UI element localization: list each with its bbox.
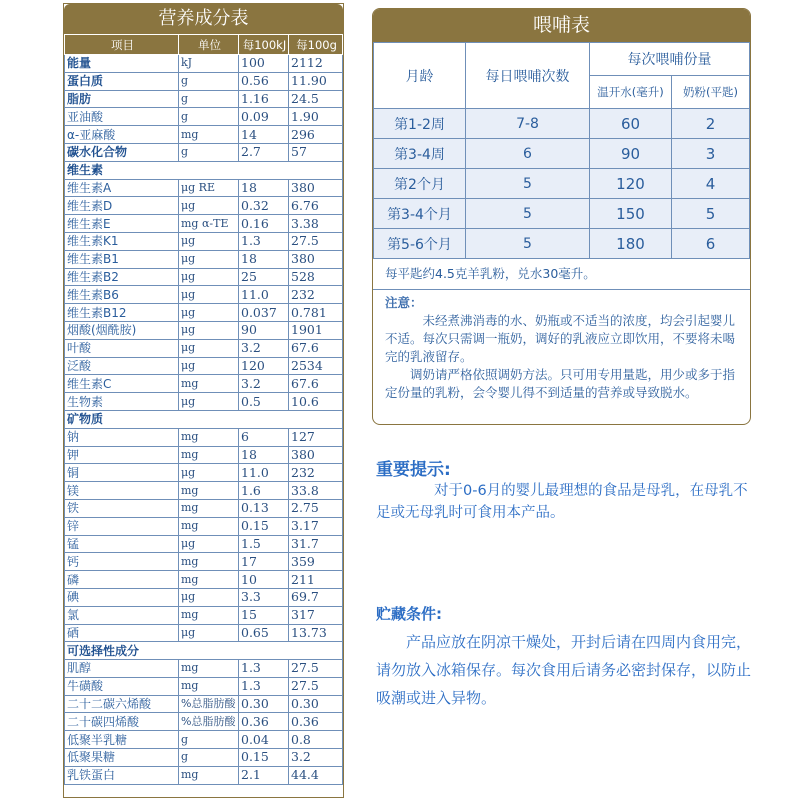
feeding-powder: 6 — [672, 229, 750, 259]
nutrition-row — [65, 179, 343, 197]
nutrient-unit: μg — [179, 321, 239, 339]
nutrient-per100g: 232 — [289, 286, 343, 304]
feeding-powder: 2 — [672, 109, 750, 139]
feeding-row — [374, 169, 750, 199]
nutrient-name: 镁 — [65, 482, 179, 500]
attention-label: 注意： — [385, 295, 423, 310]
nutrient-name: 碘 — [65, 588, 179, 606]
nutrient-per100g: 11.90 — [289, 72, 343, 90]
nutrient-unit: μg — [179, 304, 239, 322]
feeding-water: 180 — [590, 229, 672, 259]
nutrient-per100kj: 0.15 — [239, 749, 289, 767]
nutrient-name: 磷 — [65, 571, 179, 589]
nutrient-name: 维生素E — [65, 215, 179, 233]
nutrient-unit: %总脂肪酸 — [179, 713, 239, 731]
header-per100kj: 每100kJ — [239, 35, 289, 55]
nutrient-per100g: 67.6 — [289, 375, 343, 393]
nutrient-per100kj: 0.56 — [239, 72, 289, 90]
nutrient-unit: g — [179, 749, 239, 767]
nutrient-unit: %总脂肪酸 — [179, 695, 239, 713]
storage-heading: 贮藏条件: — [376, 605, 442, 623]
nutrition-row — [65, 482, 343, 500]
nutrient-per100g: 6.76 — [289, 197, 343, 215]
nutrient-unit: mg — [179, 660, 239, 678]
nutrient-per100kj: 1.3 — [239, 232, 289, 250]
feeding-table — [372, 8, 751, 425]
nutrient-per100g: 69.7 — [289, 588, 343, 606]
nutrient-name: 氯 — [65, 606, 179, 624]
nutrient-per100kj: 3.3 — [239, 588, 289, 606]
nutrition-row — [65, 499, 343, 517]
storage-conditions — [376, 603, 761, 712]
nutrient-name: 维生素B6 — [65, 286, 179, 304]
feeding-grid — [373, 42, 750, 259]
empty-cell — [239, 642, 289, 660]
nutrient-per100g: 380 — [289, 250, 343, 268]
nutrient-unit: mg — [179, 375, 239, 393]
feeding-header-powder: 奶粉(平匙) — [672, 76, 750, 109]
nutrient-per100g: 27.5 — [289, 677, 343, 695]
feeding-row — [374, 109, 750, 139]
nutrient-unit: μg — [179, 232, 239, 250]
nutrient-per100g: 57 — [289, 143, 343, 161]
nutrient-name: 钙 — [65, 553, 179, 571]
nutrition-row — [65, 606, 343, 624]
nutrient-name: 牛磺酸 — [65, 677, 179, 695]
tips-body: 对于0-6月的婴儿最理想的食品是母乳，在母乳不足或无母乳时可食用本产品。 — [376, 483, 748, 521]
nutrient-unit: μg — [179, 624, 239, 642]
nutrient-unit: μg — [179, 197, 239, 215]
nutrient-unit: μg — [179, 535, 239, 553]
nutrient-name: 生物素 — [65, 393, 179, 411]
nutrient-per100g: 3.17 — [289, 517, 343, 535]
nutrient-unit: g — [179, 731, 239, 749]
nutrient-unit: μg — [179, 286, 239, 304]
nutrition-title: 营养成分表 — [64, 4, 343, 34]
feeding-powder: 4 — [672, 169, 750, 199]
nutrient-name: 锰 — [65, 535, 179, 553]
section-label: 维生素 — [65, 161, 179, 179]
feeding-header-water: 温开水(毫升) — [590, 76, 672, 109]
nutrient-per100g: 0.30 — [289, 695, 343, 713]
nutrient-name: 碳水化合物 — [65, 143, 179, 161]
feeding-times: 5 — [466, 229, 590, 259]
nutrient-per100kj: 90 — [239, 321, 289, 339]
nutrition-row — [65, 660, 343, 678]
nutrition-row — [65, 126, 343, 144]
nutrition-body — [65, 35, 343, 785]
nutrient-name: 铜 — [65, 464, 179, 482]
nutrient-name: 肌醇 — [65, 660, 179, 678]
nutrient-unit: mg — [179, 571, 239, 589]
feeding-row — [374, 199, 750, 229]
nutrient-per100kj: 6 — [239, 428, 289, 446]
nutrition-row — [65, 339, 343, 357]
nutrient-name: α-亚麻酸 — [65, 126, 179, 144]
nutrient-per100g: 24.5 — [289, 90, 343, 108]
nutrient-unit: μg — [179, 464, 239, 482]
nutrient-per100kj: 14 — [239, 126, 289, 144]
nutrient-per100g: 0.8 — [289, 731, 343, 749]
empty-cell — [239, 410, 289, 428]
nutrition-section-row — [65, 410, 343, 428]
nutrient-per100g: 232 — [289, 464, 343, 482]
feeding-row — [374, 229, 750, 259]
nutrient-unit: mg — [179, 446, 239, 464]
nutrition-table — [63, 3, 344, 798]
nutrient-per100kj: 1.3 — [239, 677, 289, 695]
nutrition-row — [65, 446, 343, 464]
nutrition-row — [65, 517, 343, 535]
empty-cell — [289, 410, 343, 428]
section-label: 矿物质 — [65, 410, 179, 428]
nutrient-name: 二十二碳六烯酸 — [65, 695, 179, 713]
nutrition-row — [65, 731, 343, 749]
nutrition-row — [65, 677, 343, 695]
scoop-note: 每平匙约4.5克羊乳粉，兑水30毫升。 — [373, 259, 750, 290]
empty-cell — [289, 161, 343, 179]
nutrient-name: 维生素B2 — [65, 268, 179, 286]
feeding-water: 120 — [590, 169, 672, 199]
nutrient-name: 维生素B1 — [65, 250, 179, 268]
nutrient-per100g: 3.2 — [289, 749, 343, 767]
nutrient-per100g: 296 — [289, 126, 343, 144]
nutrient-per100kj: 0.09 — [239, 108, 289, 126]
nutrient-name: 叶酸 — [65, 339, 179, 357]
nutrition-section-row — [65, 161, 343, 179]
nutrient-per100kj: 1.3 — [239, 660, 289, 678]
nutrient-unit: μg — [179, 393, 239, 411]
header-unit: 单位 — [179, 35, 239, 55]
feeding-times: 5 — [466, 169, 590, 199]
nutrient-per100kj: 17 — [239, 553, 289, 571]
nutrient-per100kj: 11.0 — [239, 286, 289, 304]
nutrition-row — [65, 588, 343, 606]
nutrient-unit: μg — [179, 250, 239, 268]
empty-cell — [179, 642, 239, 660]
nutrient-per100g: 27.5 — [289, 660, 343, 678]
nutrient-per100g: 13.73 — [289, 624, 343, 642]
nutrient-per100kj: 1.6 — [239, 482, 289, 500]
nutrient-per100kj: 0.30 — [239, 695, 289, 713]
nutrient-name: 低聚果糖 — [65, 749, 179, 767]
nutrient-per100g: 359 — [289, 553, 343, 571]
feeding-age: 第3-4个月 — [374, 199, 466, 229]
nutrition-row — [65, 215, 343, 233]
tips-heading: 重要提示: — [376, 460, 451, 480]
nutrient-per100kj: 1.5 — [239, 535, 289, 553]
nutrient-unit: mg — [179, 482, 239, 500]
nutrient-per100kj: 0.65 — [239, 624, 289, 642]
nutrient-per100g: 211 — [289, 571, 343, 589]
nutrient-unit: μg RE — [179, 179, 239, 197]
nutrient-per100kj: 25 — [239, 268, 289, 286]
nutrient-per100g: 2112 — [289, 55, 343, 73]
nutrition-section-row — [65, 642, 343, 660]
feeding-age: 第1-2周 — [374, 109, 466, 139]
nutrient-per100kj: 11.0 — [239, 464, 289, 482]
nutrition-row — [65, 250, 343, 268]
empty-cell — [239, 161, 289, 179]
nutrition-row — [65, 72, 343, 90]
nutrition-row — [65, 393, 343, 411]
nutrient-unit: kJ — [179, 55, 239, 73]
nutrient-name: 泛酸 — [65, 357, 179, 375]
nutrition-row — [65, 464, 343, 482]
nutrient-name: 维生素C — [65, 375, 179, 393]
nutrient-per100g: 0.36 — [289, 713, 343, 731]
feeding-header-portion: 每次喂哺份量 — [590, 43, 750, 76]
nutrient-per100g: 1.90 — [289, 108, 343, 126]
nutrient-per100g: 380 — [289, 179, 343, 197]
nutrient-name: 烟酸(烟酰胺) — [65, 321, 179, 339]
nutrient-name: 钾 — [65, 446, 179, 464]
nutrition-row — [65, 713, 343, 731]
nutrient-name: 维生素B12 — [65, 304, 179, 322]
nutrient-unit: μg — [179, 357, 239, 375]
nutrition-row — [65, 624, 343, 642]
feeding-water: 90 — [590, 139, 672, 169]
nutrient-per100kj: 3.2 — [239, 339, 289, 357]
nutrition-row — [65, 143, 343, 161]
nutrient-per100kj: 3.2 — [239, 375, 289, 393]
header-per100g: 每100g — [289, 35, 343, 55]
nutrient-unit: μg — [179, 339, 239, 357]
nutrient-unit: mg — [179, 553, 239, 571]
nutrient-name: 维生素D — [65, 197, 179, 215]
important-tips — [376, 455, 756, 524]
feeding-body — [374, 43, 750, 259]
feeding-title: 喂哺表 — [373, 9, 750, 42]
nutrient-name: 铁 — [65, 499, 179, 517]
nutrient-unit: μg — [179, 588, 239, 606]
feeding-times: 7-8 — [466, 109, 590, 139]
nutrient-per100g: 10.6 — [289, 393, 343, 411]
nutrient-name: 维生素A — [65, 179, 179, 197]
nutrient-per100g: 127 — [289, 428, 343, 446]
nutrient-per100g: 44.4 — [289, 766, 343, 784]
feeding-age: 第5-6个月 — [374, 229, 466, 259]
nutrition-row — [65, 321, 343, 339]
nutrient-per100kj: 120 — [239, 357, 289, 375]
nutrient-per100g: 1901 — [289, 321, 343, 339]
nutrition-row — [65, 535, 343, 553]
nutrient-per100kj: 2.7 — [239, 143, 289, 161]
nutrient-unit: mg — [179, 677, 239, 695]
nutrition-row — [65, 268, 343, 286]
feeding-times: 5 — [466, 199, 590, 229]
nutrient-name: 亚油酸 — [65, 108, 179, 126]
nutrient-name: 低聚半乳糖 — [65, 731, 179, 749]
nutrient-unit: g — [179, 90, 239, 108]
nutrient-per100g: 317 — [289, 606, 343, 624]
nutrition-row — [65, 286, 343, 304]
nutrient-unit: g — [179, 72, 239, 90]
nutrient-name: 钠 — [65, 428, 179, 446]
nutrition-row — [65, 55, 343, 73]
nutrition-row — [65, 553, 343, 571]
nutrient-name: 二十碳四烯酸 — [65, 713, 179, 731]
nutrient-unit: mg — [179, 126, 239, 144]
feeding-water: 60 — [590, 109, 672, 139]
nutrient-unit: mg — [179, 766, 239, 784]
nutrient-unit: mg α-TE — [179, 215, 239, 233]
nutrition-row — [65, 375, 343, 393]
empty-cell — [179, 161, 239, 179]
nutrient-per100kj: 0.5 — [239, 393, 289, 411]
nutrient-name: 蛋白质 — [65, 72, 179, 90]
nutrition-row — [65, 695, 343, 713]
nutrition-header-row — [65, 35, 343, 55]
header-item: 项目 — [65, 35, 179, 55]
nutrient-per100g: 67.6 — [289, 339, 343, 357]
nutrition-row — [65, 304, 343, 322]
empty-cell — [289, 642, 343, 660]
feeding-age: 第3-4周 — [374, 139, 466, 169]
nutrition-row — [65, 232, 343, 250]
feeding-age: 第2个月 — [374, 169, 466, 199]
nutrient-name: 硒 — [65, 624, 179, 642]
nutrient-name: 维生素K1 — [65, 232, 179, 250]
nutrient-per100g: 0.781 — [289, 304, 343, 322]
empty-cell — [179, 410, 239, 428]
nutrition-row — [65, 749, 343, 767]
feeding-row — [374, 139, 750, 169]
nutrient-per100g: 31.7 — [289, 535, 343, 553]
nutrient-name: 乳铁蛋白 — [65, 766, 179, 784]
nutrition-row — [65, 571, 343, 589]
feeding-header-row — [374, 43, 750, 76]
nutrient-per100g: 2534 — [289, 357, 343, 375]
nutrient-per100g: 2.75 — [289, 499, 343, 517]
nutrient-per100kj: 18 — [239, 250, 289, 268]
nutrition-row — [65, 90, 343, 108]
nutrient-unit: mg — [179, 499, 239, 517]
feeding-powder: 3 — [672, 139, 750, 169]
section-label: 可选择性成分 — [65, 642, 179, 660]
nutrient-per100g: 27.5 — [289, 232, 343, 250]
attention-paragraph-1: 未经煮沸消毒的水、奶瓶或不适当的浓度，均会引起婴儿不适。每次只需调一瓶奶，调好的乳液应立即饮用，不要将未喝完的乳液留存。 — [385, 313, 736, 364]
attention-paragraph-2: 调奶请严格依照调奶方法。只可用专用量匙，用少或多于指定份量的乳粉，会令婴儿得不到适量的营养或导致脱水。 — [385, 367, 736, 400]
nutrient-unit: g — [179, 143, 239, 161]
nutrition-row — [65, 428, 343, 446]
nutrition-row — [65, 357, 343, 375]
nutrition-row — [65, 197, 343, 215]
nutrient-unit: g — [179, 108, 239, 126]
nutrient-per100kj: 0.04 — [239, 731, 289, 749]
nutrient-unit: μg — [179, 268, 239, 286]
feeding-water: 150 — [590, 199, 672, 229]
nutrient-per100kj: 0.15 — [239, 517, 289, 535]
nutrition-grid — [64, 34, 343, 785]
nutrient-per100g: 380 — [289, 446, 343, 464]
nutrition-row — [65, 766, 343, 784]
nutrient-per100kj: 2.1 — [239, 766, 289, 784]
nutrient-name: 脂肪 — [65, 90, 179, 108]
attention-block — [373, 290, 750, 406]
feeding-header-age: 月龄 — [374, 43, 466, 109]
nutrient-per100kj: 0.36 — [239, 713, 289, 731]
nutrient-per100g: 3.38 — [289, 215, 343, 233]
nutrient-per100kj: 18 — [239, 179, 289, 197]
nutrient-per100g: 528 — [289, 268, 343, 286]
feeding-times: 6 — [466, 139, 590, 169]
nutrient-name: 锌 — [65, 517, 179, 535]
nutrient-per100kj: 0.037 — [239, 304, 289, 322]
nutrient-per100kj: 0.16 — [239, 215, 289, 233]
nutrient-name: 能量 — [65, 55, 179, 73]
feeding-header-times: 每日喂哺次数 — [466, 43, 590, 109]
nutrient-per100kj: 10 — [239, 571, 289, 589]
nutrient-unit: mg — [179, 517, 239, 535]
storage-body: 产品应放在阴凉干燥处，开封后请在四周内食用完，请勿放入冰箱保存。每次食用后请务必密封保存，以防止吸潮或进入异物。 — [376, 633, 752, 707]
nutrient-unit: mg — [179, 428, 239, 446]
nutrient-per100kj: 0.32 — [239, 197, 289, 215]
nutrient-per100g: 33.8 — [289, 482, 343, 500]
nutrient-per100kj: 18 — [239, 446, 289, 464]
nutrient-per100kj: 1.16 — [239, 90, 289, 108]
feeding-powder: 5 — [672, 199, 750, 229]
nutrient-per100kj: 15 — [239, 606, 289, 624]
nutrition-row — [65, 108, 343, 126]
nutrient-unit: mg — [179, 606, 239, 624]
nutrient-per100kj: 0.13 — [239, 499, 289, 517]
nutrient-per100kj: 100 — [239, 55, 289, 73]
